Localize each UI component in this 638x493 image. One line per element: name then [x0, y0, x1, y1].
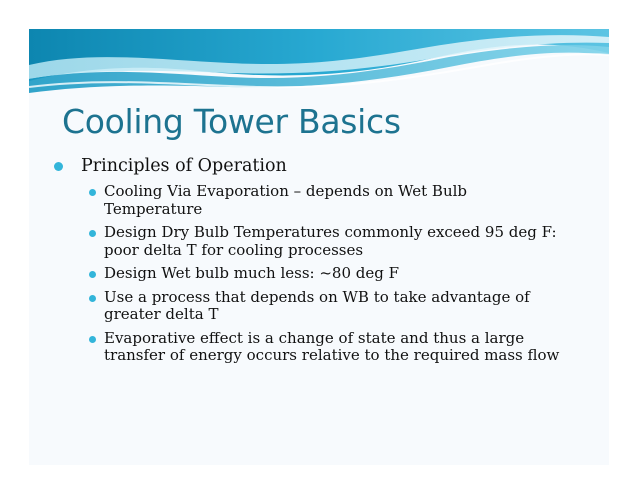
sub-bullet	[89, 183, 564, 218]
bullet-text: Principles of Operation	[81, 156, 287, 176]
bullet-level1	[54, 155, 609, 177]
slide-title: Cooling Tower Basics	[62, 102, 401, 141]
bullet-list	[29, 155, 609, 371]
slide	[29, 29, 609, 465]
bullet-dot-icon	[89, 295, 96, 302]
bullet-dot-icon	[54, 162, 63, 171]
wave-header-graphic	[29, 29, 609, 99]
sub-bullet-text: Design Wet bulb much less: ~80 deg F	[104, 264, 400, 282]
bullet-dot-icon	[89, 230, 96, 237]
sub-bullet	[89, 224, 564, 259]
sub-bullet-text: Use a process that depends on WB to take advantage of greater delta T	[104, 287, 530, 323]
sub-bullet	[89, 289, 564, 324]
sub-bullet	[89, 265, 564, 283]
sub-bullet-text: Evaporative effect is a change of state and thus a large transfer of energy occurs relative to the required mass flow	[104, 328, 560, 364]
sub-bullet	[89, 330, 564, 365]
bullet-dot-icon	[89, 336, 96, 343]
sub-bullet-text: Cooling Via Evaporation – depends on Wet Bulb Temperature	[104, 182, 468, 218]
bullet-dot-icon	[89, 271, 96, 278]
bullet-dot-icon	[89, 189, 96, 196]
sub-bullet-text: Design Dry Bulb Temperatures commonly exceed 95 deg F: poor delta T for cooling processes	[104, 223, 557, 259]
